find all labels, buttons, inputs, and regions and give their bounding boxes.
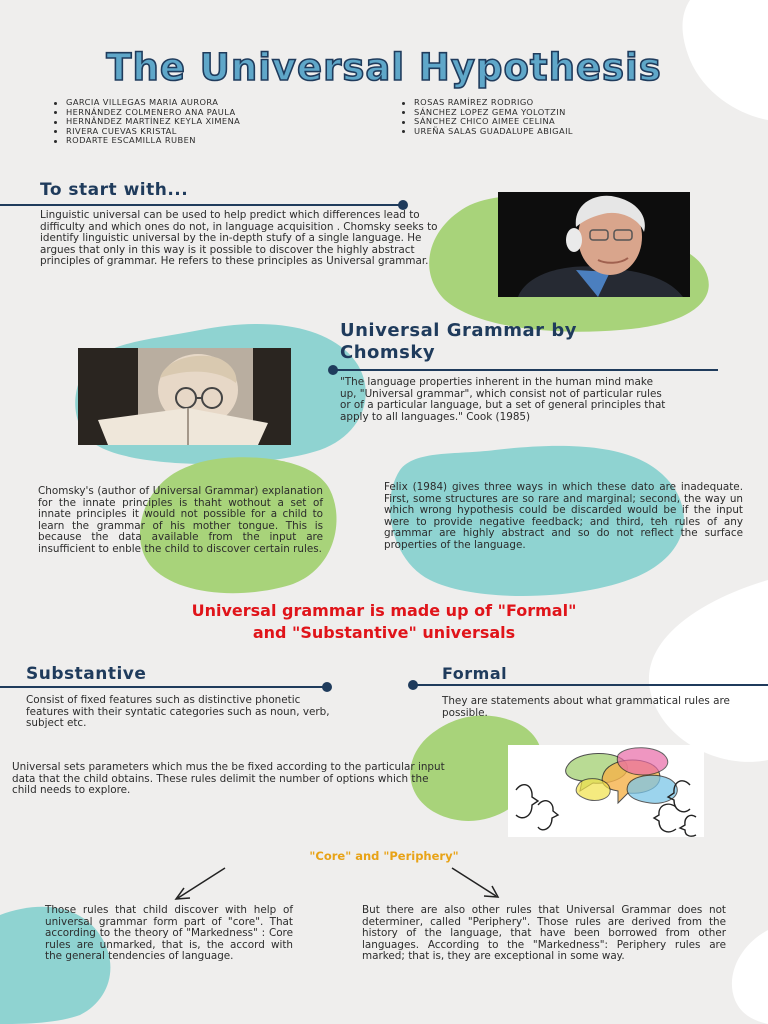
arrow-left-icon [176, 868, 225, 899]
substantive-text: Consist of fixed features such as distinctive phonetic features with their syntatic categories such as noun, verb, subject etc. [26, 694, 330, 730]
author-name: RIVERA CUEVAS KRISTAL [52, 127, 352, 137]
child-reading-image [78, 348, 291, 445]
arrow-right-icon [452, 868, 498, 897]
ug-heading [340, 320, 577, 364]
author-name: HERNÁNDEZ COLMENERO ANA PAULA [52, 108, 352, 118]
made-up-heading-line1: Universal grammar is made up of "Formal" [191, 601, 577, 620]
ug-heading-line2: Chomsky [340, 342, 436, 363]
author-name: HERNÂNDEZ MARTÍNEZ KEYLA XIMENA [52, 117, 352, 127]
substantive-heading: Substantive [26, 664, 147, 684]
author-name: UREÑA SALAS GUADALUPE ABIGAIL [400, 127, 700, 137]
author-name: SÁNCHEZ CHICO AIMEE CELINA [400, 117, 700, 127]
formal-rule [412, 684, 768, 686]
white-wave-bottom [732, 930, 768, 1024]
authors-left [52, 98, 352, 146]
core-text: Those rules that child discover with help of universal grammar form part of "core". That according to the theory of "Markedness" : Core rules are unmarked, that is, the accord with the general tendencies of language. [45, 904, 293, 963]
start-heading: To start with... [40, 180, 189, 200]
made-up-heading [0, 600, 768, 644]
author-name: RODARTE ESCAMILLA RUBEN [52, 136, 352, 146]
substantive-rule-dot [322, 682, 332, 692]
core-periphery-heading: "Core" and "Periphery" [309, 849, 459, 863]
parameters-text: Universal sets parameters which mus the be fixed according to the particular input data that the child obtains. These rules delimit the number of options which the child needs to explore. [12, 761, 445, 797]
formal-rule-dot [408, 680, 418, 690]
formal-heading: Formal [442, 664, 508, 683]
chomsky-portrait-image [498, 192, 690, 297]
chomsky-photo [498, 192, 690, 297]
felix-text: Felix (1984) gives three ways in which these dato are inadequate. First, some structures are so rare and marginal; second, the way un which wrong hypothesis could be discarded would be if the input were to provide negative feedback; and third, teh rules of any grammar are highly abstract and so do not reflect the surface properties of the language. [384, 481, 743, 551]
ug-rule [330, 369, 718, 371]
people-talking-image [508, 745, 704, 837]
periphery-text: But there are also other rules that Universal Grammar does not determiner, called "Periphery". Those rules are derived from the history of the language, that have been borrowed from other languages. According to the "Markedness": Periphery rules are marked; that is, they are exceptional in some way. [362, 904, 726, 963]
formal-text: They are statements about what grammatical rules are possible. [442, 695, 730, 719]
ug-rule-dot [328, 365, 338, 375]
child-reading-photo [78, 348, 291, 445]
ug-quote: "The language properties inherent in the human mind make up, "Universal grammar", which consist not of particular rules or of a particular language, but a set of general principles that apply to all languages." Cook (1985) [340, 376, 666, 423]
author-name: ROSAS RAMÍREZ RODRIGO [400, 98, 700, 108]
author-name: GARCIA VILLEGAS MARIA AURORA [52, 98, 352, 108]
substantive-rule [0, 686, 330, 688]
chomsky-explanation: Chomsky's (author of Universal Grammar) explanation for the innate principles is thaht wothout a set of innate principles it would not possible for a child to learn the grammar of his mother tongue. This is because the data available from the input are insufficient to enble the child to discover certain rules. [38, 485, 323, 555]
page-title: The Universal Hypothesis [106, 46, 662, 89]
author-name: SÁNCHEZ LOPEZ GEMA YOLOTZIN [400, 108, 700, 118]
made-up-heading-line2: and "Substantive" universals [252, 623, 516, 642]
speech-bubbles-illustration [508, 745, 704, 837]
ug-heading-line1: Universal Grammar by [340, 320, 577, 341]
start-text: Linguistic universal can be used to help predict which differences lead to difficulty and which ones do not, in language acquisition . Chomsky seeks to identify linguistic universal by the in-depth stufy of a single language. He argues that only in this way is it possible to discover the highly abstract principles of grammar. He refers to these principles as Universal grammar. [40, 209, 438, 268]
start-rule [0, 204, 404, 206]
authors-right [400, 98, 700, 136]
